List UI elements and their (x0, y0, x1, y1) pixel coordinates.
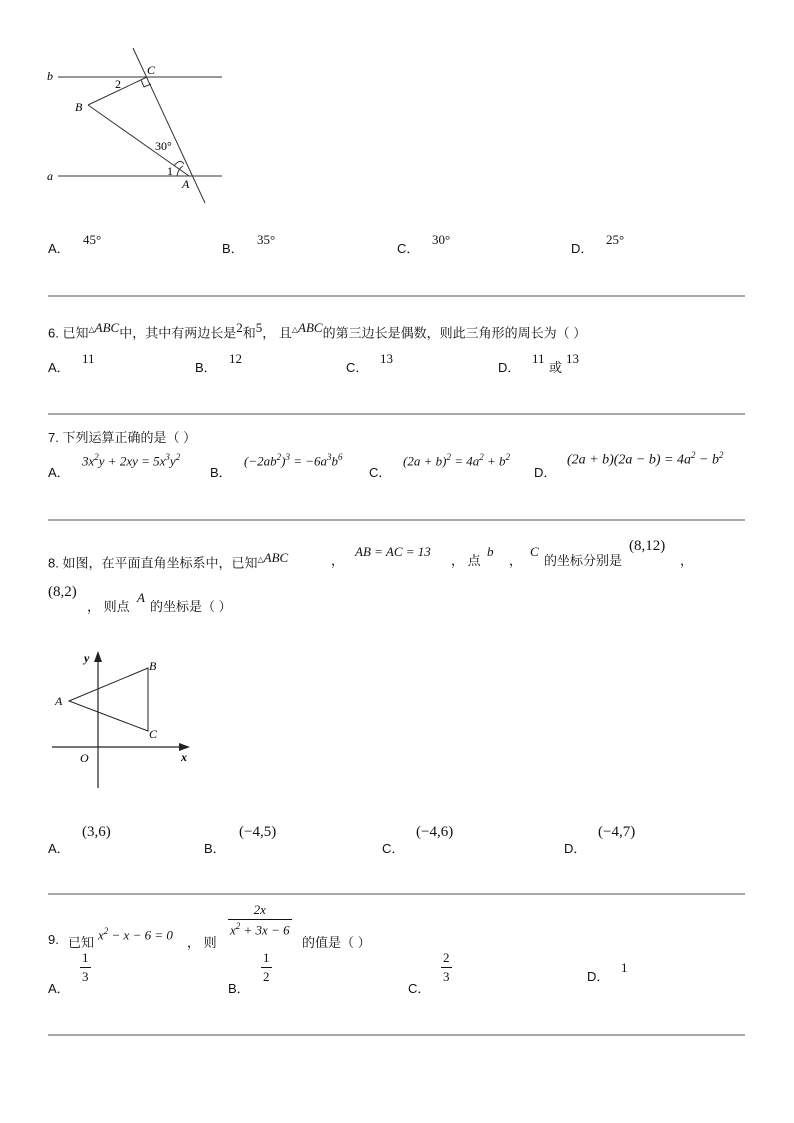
q7-option-c-expr: $(2a + b)^2 = 4a^2 + b^2$ (403, 452, 510, 469)
q8-option-c-letter[interactable]: C． (382, 841, 405, 856)
label-angle-1: 1 (167, 164, 173, 178)
q5-option-c-value: 30° (432, 232, 451, 247)
q8-option-d-value: (−4,7) (598, 824, 636, 840)
q8-coord-c: (8,2) (48, 584, 77, 600)
q8-number: 8. (48, 555, 59, 571)
q9-option-c-letter[interactable]: C． (408, 981, 431, 996)
q8-option-b-value: (−4,5) (239, 824, 277, 840)
divider (48, 893, 745, 895)
q6-option-a-letter[interactable]: A． (48, 360, 70, 375)
q6-option-d-value: 11 (532, 351, 545, 366)
q8-coord-b: (8,12) (629, 538, 666, 554)
label-y: y (84, 651, 90, 665)
q9-fraction (228, 902, 292, 938)
q7-option-b-expr: $(-2ab^2)^3 = -6a^3b^6$ (244, 452, 343, 469)
label-angle-30: 30° (155, 139, 172, 153)
q8-option-a-value: (3,6) (82, 824, 111, 840)
q9-number: 9. (48, 932, 59, 947)
q7-option-a-letter[interactable]: A． (48, 465, 70, 480)
q6-option-d-or: 或 (549, 360, 563, 375)
triangle-icon: △ (257, 555, 264, 564)
label-A: A (55, 694, 63, 708)
q9-fraction-numerator: 2x (253, 902, 266, 917)
q7-option-b-letter[interactable]: B． (210, 465, 232, 480)
q6-option-d-value2: 13 (566, 351, 579, 366)
q7-option-c-letter[interactable]: C． (369, 465, 392, 480)
q7-option-d-letter[interactable]: D． (534, 465, 557, 480)
q8-condition: AB = AC = 13 (355, 544, 431, 559)
label-origin: O (80, 751, 89, 765)
q7-option-d-expr: $(2a + b)(2a - b) = 4a^2 - b^2$ (567, 450, 724, 468)
q5-option-d-letter[interactable]: D． (571, 241, 594, 256)
label-C: C (149, 727, 158, 741)
q8-stem-line1: 8. 如图，在平面直角坐标系中，已知△ABC (48, 550, 289, 571)
q9-option-d-value: 1 (621, 960, 628, 975)
q5-option-d-value: 25° (606, 232, 625, 247)
triangle-abc (69, 668, 148, 731)
q6-stem: 6. 已知△ABC中，其中有两边长是2和5， 且△ABC的第三边长是偶数，则此三角形的周长为（ ） (48, 320, 587, 341)
q5-option-a-letter[interactable]: A． (48, 241, 70, 256)
q6-option-b-letter[interactable]: B． (195, 360, 217, 375)
divider (48, 413, 745, 415)
y-axis-arrow-icon (94, 651, 102, 662)
q8-option-a-letter[interactable]: A． (48, 841, 70, 856)
q5-option-a-value: 45° (83, 232, 102, 247)
label-x: x (181, 750, 187, 764)
q5-option-b-value: 35° (257, 232, 276, 247)
q6-option-b-value: 12 (229, 351, 242, 366)
q8-option-d-letter[interactable]: D． (564, 841, 587, 856)
q8-point-c: C (530, 544, 539, 559)
q7-option-a-expr: $3x^2y + 2xy = 5x^3y^2$ (82, 452, 181, 469)
q7-number: 7. (48, 430, 59, 445)
triangle-icon: △ (88, 325, 95, 334)
q6-option-d-letter[interactable]: D． (498, 360, 521, 375)
q9-option-a-letter[interactable]: A． (48, 981, 70, 996)
q9-option-d-letter[interactable]: D． (587, 969, 610, 984)
q6-option-c-letter[interactable]: C． (346, 360, 369, 375)
divider (48, 519, 745, 521)
divider (48, 295, 745, 297)
q8-option-b-letter[interactable]: B． (204, 841, 226, 856)
label-B: B (149, 659, 157, 673)
q9-fraction-denominator: $x^2 + 3x - 6$ (230, 921, 290, 938)
q8-point-a: A (137, 590, 145, 605)
q5-option-c-letter[interactable]: C． (397, 241, 420, 256)
q6-option-c-value: 13 (380, 351, 393, 366)
q5-figure (0, 0, 260, 215)
q8-option-c-value: (−4,6) (416, 824, 454, 840)
label-A: A (182, 177, 190, 191)
divider (48, 1034, 745, 1036)
q9-option-c-fraction: 2 3 (443, 950, 450, 984)
q8-figure (40, 640, 210, 795)
q9-option-a-fraction: 1 3 (82, 950, 89, 984)
q6-option-a-value: 11 (82, 351, 95, 366)
q9-option-b-letter[interactable]: B． (228, 981, 250, 996)
q6-number: 6. (48, 325, 59, 341)
triangle-icon: △ (291, 325, 299, 334)
q7-stem: 7. 下列运算正确的是（ ） (48, 430, 197, 445)
label-angle-2: 2 (115, 77, 121, 91)
label-a: a (47, 169, 53, 183)
label-B: B (75, 100, 83, 114)
segment-ba (88, 105, 189, 176)
label-C: C (147, 63, 156, 77)
angle-30-arc (174, 161, 184, 166)
transversal-line (133, 48, 205, 203)
q8-point-b: b (487, 544, 494, 559)
q5-option-b-letter[interactable]: B． (222, 241, 244, 256)
label-b: b (47, 69, 53, 83)
q9-option-b-fraction: 1 2 (263, 950, 270, 984)
q9-equation: $x^2 - x - 6 = 0$ (98, 926, 173, 943)
